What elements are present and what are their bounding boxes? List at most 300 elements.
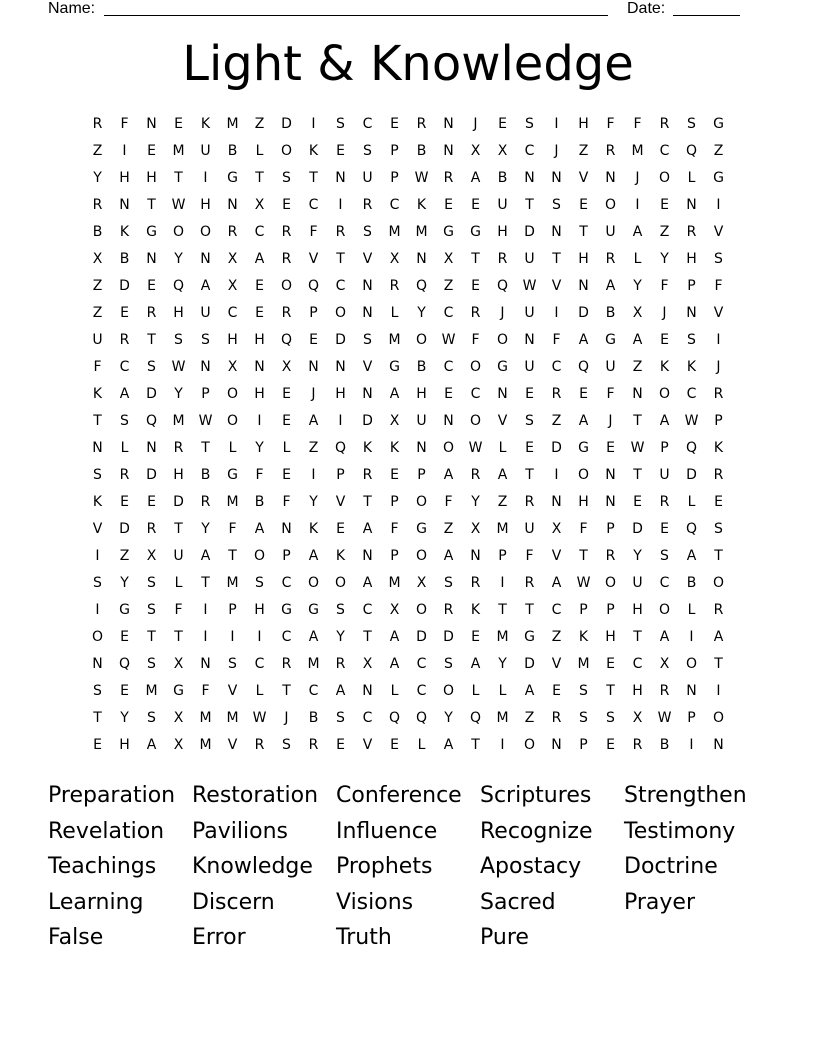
grid-letter: C xyxy=(443,305,454,321)
grid-letter: D xyxy=(524,656,535,672)
grid-letter: E xyxy=(660,197,669,213)
grid-letter: U xyxy=(200,143,211,159)
grid-letter: J xyxy=(473,116,478,132)
grid-letter: E xyxy=(336,143,345,159)
grid-letter: H xyxy=(254,386,265,402)
grid-letter: O xyxy=(604,197,617,213)
grid-letter: L xyxy=(228,440,237,456)
grid-letter: E xyxy=(147,143,156,159)
grid-letter: R xyxy=(713,386,724,402)
grid-letter: D xyxy=(443,629,454,645)
grid-letter: N xyxy=(146,116,157,132)
grid-letter: F xyxy=(228,521,237,537)
grid-letter: N xyxy=(416,251,427,267)
grid-letter: X xyxy=(497,143,508,159)
grid-letter: Z xyxy=(92,305,103,321)
grid-letter: W xyxy=(468,440,483,456)
word-bank-item: Pure xyxy=(480,925,529,951)
grid-letter: E xyxy=(525,386,534,402)
grid-row xyxy=(84,707,732,734)
grid-letter: S xyxy=(147,575,156,591)
grid-letter: Z xyxy=(632,359,643,375)
grid-letter: S xyxy=(336,602,345,618)
grid-letter: E xyxy=(606,656,615,672)
grid-letter: O xyxy=(226,413,239,429)
word-bank-item: Prophets xyxy=(336,854,433,880)
word-search-grid xyxy=(84,113,732,761)
grid-letter: B xyxy=(497,170,508,186)
grid-letter: L xyxy=(498,440,507,456)
grid-letter: M xyxy=(199,710,212,726)
grid-row xyxy=(84,221,732,248)
grid-letter: T xyxy=(147,629,156,645)
grid-letter: T xyxy=(174,521,183,537)
grid-letter: D xyxy=(335,332,346,348)
grid-letter: H xyxy=(146,170,157,186)
grid-letter: Y xyxy=(498,656,507,672)
grid-letter: X xyxy=(227,359,238,375)
grid-letter: B xyxy=(92,224,103,240)
grid-letter: J xyxy=(500,305,505,321)
grid-letter: S xyxy=(444,656,453,672)
grid-letter: I xyxy=(689,629,694,645)
grid-letter: S xyxy=(282,737,291,753)
grid-letter: R xyxy=(443,602,454,618)
grid-letter: H xyxy=(686,251,697,267)
grid-letter: N xyxy=(497,386,508,402)
grid-letter: R xyxy=(470,305,481,321)
grid-letter: Y xyxy=(633,278,642,294)
grid-letter: I xyxy=(716,683,721,699)
grid-letter: Z xyxy=(443,521,454,537)
grid-letter: Z xyxy=(551,413,562,429)
grid-letter: U xyxy=(659,467,670,483)
grid-letter: E xyxy=(120,629,129,645)
grid-letter: S xyxy=(93,575,102,591)
grid-letter: N xyxy=(686,305,697,321)
grid-letter: I xyxy=(554,467,559,483)
grid-letter: P xyxy=(336,467,345,483)
grid-letter: R xyxy=(92,116,103,132)
grid-letter: O xyxy=(712,575,725,591)
grid-letter: Y xyxy=(471,494,480,510)
grid-letter: X xyxy=(443,251,454,267)
grid-letter: P xyxy=(687,710,696,726)
grid-letter: H xyxy=(119,170,130,186)
grid-letter: I xyxy=(500,575,505,591)
grid-letter: F xyxy=(201,683,210,699)
grid-letter: O xyxy=(307,575,320,591)
grid-letter: F xyxy=(444,494,453,510)
grid-letter: T xyxy=(498,602,507,618)
grid-letter: H xyxy=(416,386,427,402)
page-title: Light & Knowledge xyxy=(182,36,634,92)
grid-letter: J xyxy=(608,413,613,429)
grid-row xyxy=(84,653,732,680)
grid-row xyxy=(84,248,732,275)
word-bank-item: Recognize xyxy=(480,818,593,844)
grid-letter: S xyxy=(147,710,156,726)
grid-letter: H xyxy=(254,602,265,618)
grid-letter: C xyxy=(254,224,265,240)
grid-letter: E xyxy=(579,386,588,402)
grid-letter: I xyxy=(257,413,262,429)
grid-letter: P xyxy=(228,602,237,618)
grid-letter: N xyxy=(308,359,319,375)
grid-letter: N xyxy=(119,197,130,213)
grid-letter: G xyxy=(146,224,157,240)
grid-letter: O xyxy=(658,602,671,618)
grid-letter: A xyxy=(443,737,454,753)
grid-letter: H xyxy=(335,386,346,402)
grid-letter: I xyxy=(716,197,721,213)
grid-letter: P xyxy=(606,602,615,618)
grid-letter: T xyxy=(93,710,102,726)
grid-letter: E xyxy=(714,494,723,510)
grid-letter: B xyxy=(200,467,211,483)
date-label: Date: xyxy=(627,0,666,17)
grid-letter: O xyxy=(199,224,212,240)
grid-letter: A xyxy=(497,467,508,483)
grid-letter: S xyxy=(525,413,534,429)
grid-letter: N xyxy=(281,521,292,537)
grid-letter: K xyxy=(416,197,427,213)
grid-letter: X xyxy=(470,143,481,159)
grid-letter: I xyxy=(257,629,262,645)
grid-letter: F xyxy=(633,116,642,132)
grid-letter: I xyxy=(338,413,343,429)
grid-letter: B xyxy=(416,143,427,159)
grid-row xyxy=(84,302,732,329)
grid-letter: O xyxy=(469,413,482,429)
grid-letter: E xyxy=(498,116,507,132)
grid-letter: K xyxy=(389,440,400,456)
grid-letter: T xyxy=(93,413,102,429)
grid-letter: D xyxy=(524,224,535,240)
grid-letter: O xyxy=(523,737,536,753)
grid-letter: V xyxy=(497,413,508,429)
grid-letter: E xyxy=(336,521,345,537)
grid-letter: A xyxy=(308,413,319,429)
grid-letter: L xyxy=(390,683,399,699)
grid-letter: T xyxy=(201,575,210,591)
grid-letter: Q xyxy=(334,440,347,456)
grid-letter: D xyxy=(578,305,589,321)
grid-letter: H xyxy=(578,494,589,510)
grid-letter: L xyxy=(390,305,399,321)
grid-letter: S xyxy=(579,683,588,699)
grid-letter: C xyxy=(281,629,292,645)
grid-letter: Y xyxy=(255,440,264,456)
name-label: Name: xyxy=(48,0,96,17)
grid-letter: H xyxy=(119,737,130,753)
grid-letter: E xyxy=(255,305,264,321)
grid-letter: D xyxy=(173,494,184,510)
grid-letter: Y xyxy=(417,305,426,321)
grid-letter: S xyxy=(552,197,561,213)
grid-letter: I xyxy=(500,737,505,753)
grid-letter: H xyxy=(254,332,265,348)
word-bank-item: False xyxy=(48,925,104,951)
grid-letter: Y xyxy=(120,710,129,726)
grid-letter: A xyxy=(335,683,346,699)
grid-letter: E xyxy=(444,386,453,402)
grid-letter: S xyxy=(147,656,156,672)
grid-letter: N xyxy=(578,278,589,294)
grid-letter: N xyxy=(416,440,427,456)
grid-letter: O xyxy=(577,467,590,483)
grid-letter: N xyxy=(362,278,373,294)
grid-letter: U xyxy=(524,359,535,375)
grid-letter: S xyxy=(687,332,696,348)
grid-letter: Z xyxy=(92,278,103,294)
grid-letter: M xyxy=(388,575,401,591)
grid-letter: O xyxy=(280,143,293,159)
grid-letter: N xyxy=(686,683,697,699)
grid-letter: U xyxy=(173,548,184,564)
grid-letter: X xyxy=(146,548,157,564)
grid-letter: U xyxy=(524,305,535,321)
grid-letter: V xyxy=(578,170,589,186)
grid-letter: S xyxy=(363,332,372,348)
grid-letter: U xyxy=(200,305,211,321)
grid-letter: E xyxy=(552,683,561,699)
grid-letter: R xyxy=(605,548,616,564)
grid-letter: H xyxy=(578,251,589,267)
grid-letter: S xyxy=(174,332,183,348)
grid-letter: N xyxy=(443,413,454,429)
grid-letter: E xyxy=(660,521,669,537)
grid-letter: F xyxy=(282,494,291,510)
grid-letter: O xyxy=(658,386,671,402)
grid-letter: T xyxy=(714,656,723,672)
grid-letter: A xyxy=(362,521,373,537)
grid-letter: Q xyxy=(145,413,158,429)
grid-letter: N xyxy=(146,251,157,267)
grid-letter: N xyxy=(362,683,373,699)
grid-letter: R xyxy=(362,197,373,213)
grid-letter: P xyxy=(282,548,291,564)
grid-letter: C xyxy=(335,278,346,294)
grid-letter: C xyxy=(281,575,292,591)
grid-row xyxy=(84,572,732,599)
grid-letter: M xyxy=(496,521,509,537)
grid-letter: C xyxy=(362,116,373,132)
grid-letter: L xyxy=(687,494,696,510)
grid-letter: C xyxy=(416,683,427,699)
grid-letter: N xyxy=(335,359,346,375)
grid-letter: N xyxy=(92,440,103,456)
grid-letter: R xyxy=(605,143,616,159)
grid-letter: R xyxy=(659,683,670,699)
word-bank-item: Teachings xyxy=(48,854,157,880)
grid-letter: R xyxy=(335,656,346,672)
grid-row xyxy=(84,464,732,491)
grid-letter: I xyxy=(689,737,694,753)
grid-letter: G xyxy=(605,332,616,348)
grid-letter: S xyxy=(336,710,345,726)
grid-letter: I xyxy=(203,602,208,618)
grid-letter: Z xyxy=(254,116,265,132)
grid-letter: X xyxy=(92,251,103,267)
grid-row xyxy=(84,410,732,437)
grid-letter: V xyxy=(713,305,724,321)
grid-letter: A xyxy=(470,656,481,672)
grid-letter: T xyxy=(255,170,264,186)
grid-letter: W xyxy=(414,170,429,186)
grid-letter: N xyxy=(362,386,373,402)
grid-letter: K xyxy=(659,359,670,375)
grid-row xyxy=(84,194,732,221)
grid-letter: R xyxy=(713,467,724,483)
grid-letter: E xyxy=(282,467,291,483)
grid-letter: A xyxy=(389,629,400,645)
grid-letter: F xyxy=(93,359,102,375)
grid-letter: K xyxy=(308,143,319,159)
grid-letter: F xyxy=(552,332,561,348)
grid-letter: R xyxy=(173,440,184,456)
grid-letter: S xyxy=(336,116,345,132)
grid-letter: E xyxy=(606,737,615,753)
grid-letter: R xyxy=(146,305,157,321)
grid-letter: X xyxy=(254,197,265,213)
grid-letter: A xyxy=(659,629,670,645)
grid-letter: Z xyxy=(578,143,589,159)
grid-letter: X xyxy=(551,521,562,537)
grid-letter: G xyxy=(389,359,400,375)
grid-letter: N xyxy=(551,170,562,186)
word-bank-item: Knowledge xyxy=(192,854,313,880)
grid-letter: R xyxy=(497,251,508,267)
grid-letter: H xyxy=(173,305,184,321)
grid-letter: O xyxy=(415,548,428,564)
grid-letter: E xyxy=(282,386,291,402)
grid-letter: A xyxy=(713,629,724,645)
grid-letter: M xyxy=(577,656,590,672)
grid-letter: G xyxy=(227,170,238,186)
grid-letter: B xyxy=(308,710,319,726)
grid-letter: C xyxy=(551,359,562,375)
grid-letter: X xyxy=(281,359,292,375)
grid-letter: B xyxy=(227,143,238,159)
grid-letter: R xyxy=(524,575,535,591)
grid-letter: O xyxy=(442,683,455,699)
grid-letter: O xyxy=(496,332,509,348)
grid-letter: T xyxy=(363,629,372,645)
grid-letter: S xyxy=(687,116,696,132)
worksheet-header xyxy=(0,0,816,20)
grid-letter: X xyxy=(632,710,643,726)
grid-letter: P xyxy=(390,494,399,510)
grid-letter: E xyxy=(660,332,669,348)
grid-letter: Y xyxy=(309,494,318,510)
grid-letter: N xyxy=(551,494,562,510)
grid-letter: R xyxy=(470,467,481,483)
grid-letter: T xyxy=(309,170,318,186)
grid-letter: R xyxy=(389,278,400,294)
grid-letter: S xyxy=(363,224,372,240)
grid-letter: S xyxy=(228,656,237,672)
grid-letter: H xyxy=(173,467,184,483)
grid-letter: D xyxy=(551,440,562,456)
grid-letter: N xyxy=(713,737,724,753)
grid-letter: M xyxy=(226,116,239,132)
grid-letter: O xyxy=(280,278,293,294)
grid-letter: F xyxy=(660,278,669,294)
grid-letter: S xyxy=(147,359,156,375)
grid-letter: E xyxy=(120,683,129,699)
grid-letter: P xyxy=(714,413,723,429)
grid-letter: Z xyxy=(443,278,454,294)
grid-letter: Z xyxy=(524,710,535,726)
grid-letter: X xyxy=(362,656,373,672)
grid-letter: S xyxy=(255,575,264,591)
grid-letter: T xyxy=(336,251,345,267)
grid-letter: S xyxy=(579,710,588,726)
grid-letter: O xyxy=(226,386,239,402)
grid-letter: V xyxy=(362,737,373,753)
grid-letter: C xyxy=(686,386,697,402)
grid-letter: T xyxy=(525,197,534,213)
word-bank-item: Pavilions xyxy=(192,818,288,844)
grid-letter: M xyxy=(388,224,401,240)
grid-letter: L xyxy=(417,737,426,753)
grid-row xyxy=(84,680,732,707)
grid-letter: D xyxy=(416,629,427,645)
word-bank xyxy=(48,780,788,958)
grid-letter: Z xyxy=(659,224,670,240)
grid-letter: H xyxy=(497,224,508,240)
grid-letter: W xyxy=(630,440,645,456)
grid-letter: A xyxy=(254,251,265,267)
grid-letter: G xyxy=(713,116,724,132)
grid-letter: R xyxy=(524,494,535,510)
word-bank-item: Testimony xyxy=(624,818,736,844)
grid-letter: C xyxy=(362,710,373,726)
grid-letter: X xyxy=(389,602,400,618)
grid-letter: A xyxy=(146,737,157,753)
grid-letter: Z xyxy=(497,494,508,510)
grid-letter: E xyxy=(282,197,291,213)
grid-letter: N xyxy=(146,440,157,456)
grid-letter: K xyxy=(578,629,589,645)
grid-letter: A xyxy=(686,548,697,564)
grid-letter: P xyxy=(390,548,399,564)
grid-letter: P xyxy=(417,467,426,483)
grid-letter: O xyxy=(334,575,347,591)
grid-letter: Z xyxy=(92,143,103,159)
grid-letter: L xyxy=(498,683,507,699)
grid-letter: U xyxy=(362,170,373,186)
grid-letter: Q xyxy=(685,143,698,159)
grid-letter: G xyxy=(119,602,130,618)
grid-letter: R xyxy=(254,737,265,753)
grid-letter: G xyxy=(470,224,481,240)
grid-letter: P xyxy=(660,440,669,456)
grid-letter: M xyxy=(496,710,509,726)
grid-letter: C xyxy=(551,602,562,618)
grid-letter: S xyxy=(147,602,156,618)
grid-letter: N xyxy=(605,494,616,510)
grid-letter: K xyxy=(686,359,697,375)
grid-letter: T xyxy=(633,413,642,429)
grid-letter: I xyxy=(122,143,127,159)
grid-letter: X xyxy=(389,251,400,267)
grid-letter: R xyxy=(92,197,103,213)
grid-letter: M xyxy=(226,575,239,591)
date-blank-line xyxy=(673,15,740,16)
grid-letter: N xyxy=(362,548,373,564)
